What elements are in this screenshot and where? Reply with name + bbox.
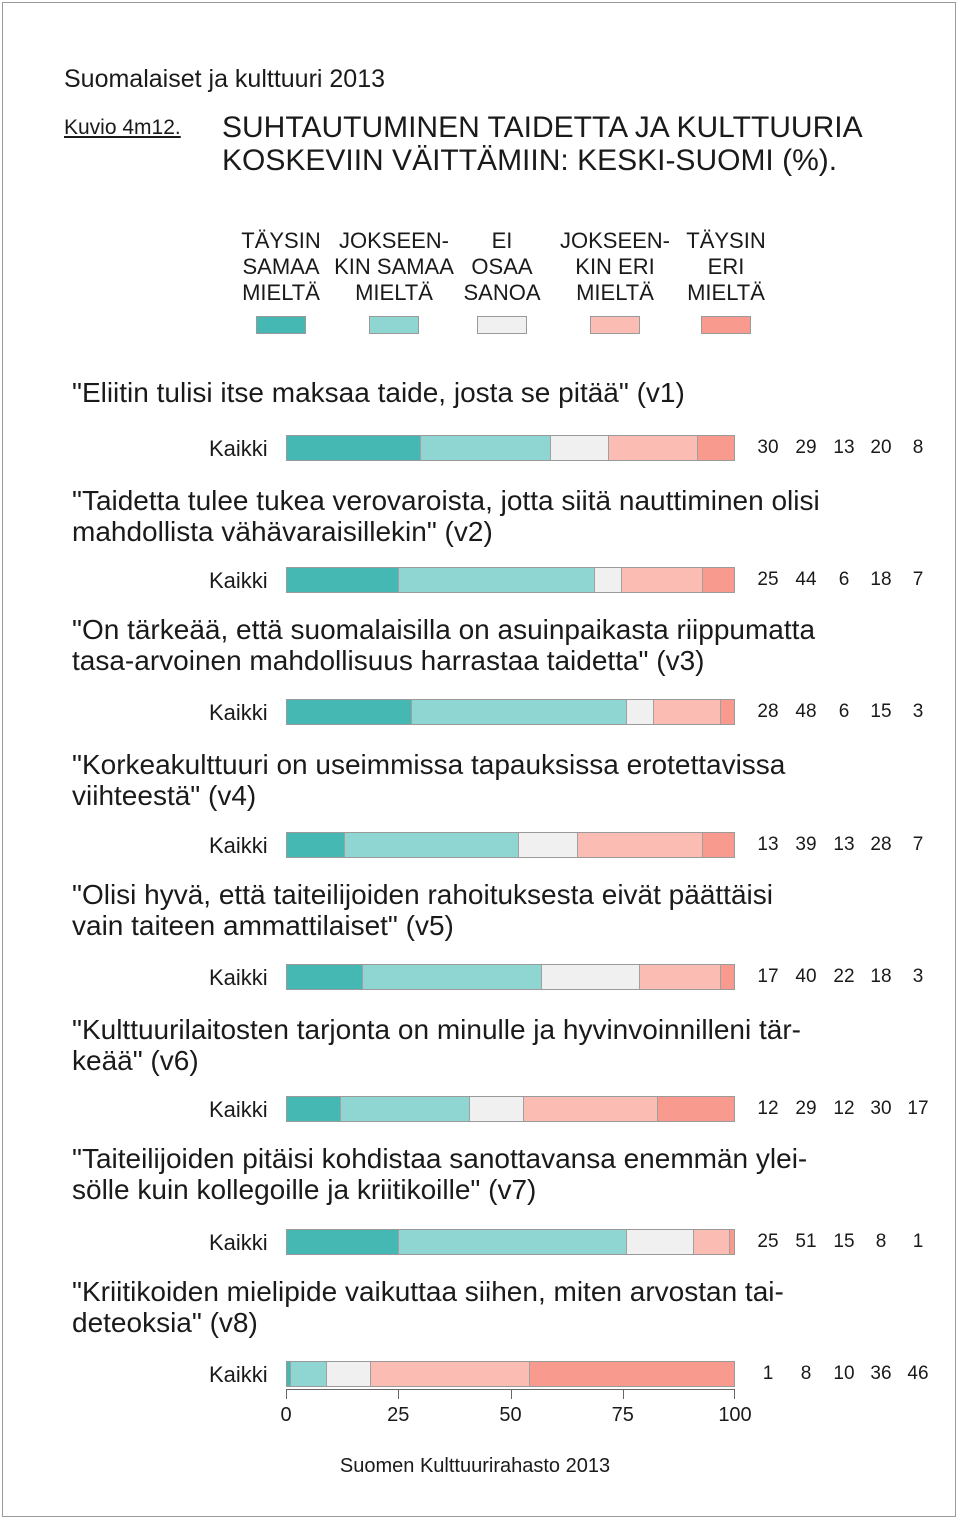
x-tick: [286, 1389, 287, 1399]
row-group-label: Kaikki: [209, 436, 268, 461]
data-label: 28: [870, 834, 892, 855]
question-text: "Eliitin tulisi itse maksaa taide, josta se pitää" (v1): [72, 377, 685, 408]
bar-segment-4: [371, 1362, 530, 1386]
x-tick: [398, 1389, 399, 1399]
bar-segment-2: [291, 1362, 326, 1386]
row-group-label: Kaikki: [209, 1230, 268, 1255]
legend-label-1: TÄYSIN SAMAA MIELTÄ: [241, 228, 321, 305]
bar-segment-5: [658, 1097, 734, 1121]
bar-segment-1: [287, 1097, 341, 1121]
bar-segment-4: [524, 1097, 658, 1121]
question-text: "Korkeakulttuuri on useimmissa tapauksissa erotettavissa viihteestä" (v4): [72, 749, 786, 811]
bar-segment-2: [399, 568, 596, 592]
question-text: "Taiteilijoiden pitäisi kohdistaa sanottavansa enemmän ylei- sölle kuin kollegoille ja kriitikoille" (v7): [72, 1143, 808, 1205]
data-label: 30: [757, 437, 779, 458]
row-group-label: Kaikki: [209, 700, 268, 725]
data-label: 8: [875, 1231, 887, 1252]
bar-segment-3: [627, 1230, 694, 1254]
bar-segment-5: [730, 1230, 734, 1254]
question-text: "Kulttuurilaitosten tarjonta on minulle ja hyvinvoinnilleni tär- keää" (v6): [72, 1014, 801, 1076]
stacked-bar: [286, 964, 735, 990]
stacked-bar: [286, 1361, 735, 1387]
bar-segment-3: [519, 833, 577, 857]
data-label: 8: [800, 1363, 812, 1384]
data-label: 22: [833, 966, 855, 987]
data-label: 20: [870, 437, 892, 458]
data-label: 25: [757, 1231, 779, 1252]
data-label: 17: [907, 1098, 929, 1119]
x-tick-label: 75: [611, 1404, 634, 1426]
bar-segment-5: [703, 833, 734, 857]
stacked-bar: [286, 435, 735, 461]
legend-swatch-5: [701, 316, 751, 334]
x-tick-label: 100: [718, 1404, 752, 1426]
row-group-label: Kaikki: [209, 1097, 268, 1122]
data-label: 12: [757, 1098, 779, 1119]
legend-swatch-4: [590, 316, 640, 334]
bar-segment-2: [412, 700, 627, 724]
data-label: 13: [757, 834, 779, 855]
data-label: 7: [912, 834, 924, 855]
stacked-bar: [286, 832, 735, 858]
x-tick-label: 0: [280, 1404, 292, 1426]
legend-swatch-2: [369, 316, 419, 334]
data-label: 40: [795, 966, 817, 987]
data-label: 18: [870, 966, 892, 987]
stacked-bar: [286, 1229, 735, 1255]
bar-segment-4: [622, 568, 702, 592]
data-label: 3: [912, 966, 924, 987]
x-tick-label: 50: [499, 1404, 522, 1426]
legend-swatch-3: [477, 316, 527, 334]
bar-segment-2: [345, 833, 519, 857]
bar-segment-4: [640, 965, 720, 989]
legend-label-4: JOKSEEN- KIN ERI MIELTÄ: [559, 228, 671, 305]
bar-segment-2: [399, 1230, 627, 1254]
data-label: 29: [795, 437, 817, 458]
bar-segment-3: [595, 568, 622, 592]
bar-segment-4: [578, 833, 703, 857]
row-group-label: Kaikki: [209, 965, 268, 990]
bar-segment-3: [551, 436, 609, 460]
data-label: 29: [795, 1098, 817, 1119]
bar-segment-5: [703, 568, 734, 592]
question-text: "Taidetta tulee tukea verovaroista, jotta siitä nauttiminen olisi mahdollista vähävaraisillekin" (v2): [72, 485, 820, 547]
data-label: 7: [912, 569, 924, 590]
data-label: 39: [795, 834, 817, 855]
data-label: 8: [912, 437, 924, 458]
data-label: 13: [833, 437, 855, 458]
x-tick-label: 25: [387, 1404, 410, 1426]
legend-swatch-1: [256, 316, 306, 334]
row-group-label: Kaikki: [209, 833, 268, 858]
bar-segment-5: [698, 436, 734, 460]
data-label: 18: [870, 569, 892, 590]
data-label: 13: [833, 834, 855, 855]
source-note: Suomen Kulttuurirahasto 2013: [339, 1455, 611, 1477]
bar-segment-3: [542, 965, 640, 989]
legend-label-3: EI OSAA SANOA: [463, 228, 541, 305]
bar-segment-1: [287, 700, 412, 724]
bar-segment-1: [287, 833, 345, 857]
bar-segment-5: [721, 700, 734, 724]
bar-segment-3: [470, 1097, 524, 1121]
figure-label: Kuvio 4m12.: [64, 116, 181, 139]
question-text: "Kriitikoiden mielipide vaikuttaa siihen, miten arvostan tai- deteoksia" (v8): [72, 1276, 784, 1338]
bar-segment-2: [421, 436, 551, 460]
data-label: 36: [870, 1363, 892, 1384]
row-group-label: Kaikki: [209, 1362, 268, 1387]
stacked-bar: [286, 567, 735, 593]
report-title: Suomalaiset ja kulttuuri 2013: [64, 65, 386, 93]
bar-segment-1: [287, 965, 363, 989]
bar-segment-1: [287, 436, 421, 460]
data-label: 12: [833, 1098, 855, 1119]
data-label: 3: [912, 701, 924, 722]
bar-segment-1: [287, 568, 399, 592]
data-label: 1: [762, 1363, 774, 1384]
bar-segment-3: [327, 1362, 371, 1386]
x-tick: [623, 1389, 624, 1399]
bar-segment-3: [627, 700, 654, 724]
data-label: 15: [870, 701, 892, 722]
data-label: 1: [912, 1231, 924, 1252]
data-label: 30: [870, 1098, 892, 1119]
stacked-bar: [286, 699, 735, 725]
bar-segment-2: [363, 965, 542, 989]
data-label: 15: [833, 1231, 855, 1252]
stacked-bar: [286, 1096, 735, 1122]
question-text: "Olisi hyvä, että taiteilijoiden rahoituksesta eivät päättäisi vain taiteen ammattilaiset" (v5): [72, 879, 773, 941]
x-tick: [734, 1389, 735, 1399]
question-text: "On tärkeää, että suomalaisilla on asuinpaikasta riippumatta tasa-arvoinen mahdollisuus harrastaa taidetta" (v3): [72, 614, 816, 676]
x-axis: [286, 1389, 735, 1401]
data-label: 28: [757, 701, 779, 722]
chart-title: SUHTAUTUMINEN TAIDETTA JA KULTTUURIA KOSKEVIIN VÄITTÄMIIN: KESKI-SUOMI (%).: [222, 111, 863, 177]
data-label: 17: [757, 966, 779, 987]
legend-label-5: TÄYSIN ERI MIELTÄ: [686, 228, 766, 305]
bar-segment-5: [721, 965, 734, 989]
bar-segment-4: [654, 700, 721, 724]
bar-segment-1: [287, 1230, 399, 1254]
data-label: 25: [757, 569, 779, 590]
data-label: 10: [833, 1363, 855, 1384]
bar-segment-2: [341, 1097, 471, 1121]
bar-segment-4: [694, 1230, 730, 1254]
data-label: 6: [838, 701, 850, 722]
bar-segment-5: [530, 1362, 734, 1386]
legend-label-2: JOKSEEN- KIN SAMAA MIELTÄ: [334, 228, 454, 305]
row-group-label: Kaikki: [209, 568, 268, 593]
x-tick: [511, 1389, 512, 1399]
data-label: 44: [795, 569, 817, 590]
data-label: 46: [907, 1363, 929, 1384]
data-label: 48: [795, 701, 817, 722]
data-label: 51: [795, 1231, 817, 1252]
bar-segment-4: [609, 436, 698, 460]
data-label: 6: [838, 569, 850, 590]
